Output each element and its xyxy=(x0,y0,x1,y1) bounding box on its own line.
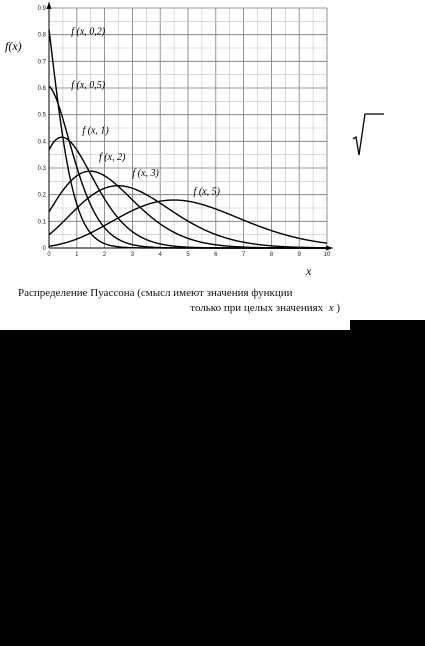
y-tick-label: 0.6 xyxy=(37,86,46,92)
caption-line-2-end: ) xyxy=(336,302,340,314)
x-tick-label: 1 xyxy=(75,252,79,258)
series-label: f (x, 3) xyxy=(132,168,159,179)
x-tick-label: 4 xyxy=(158,252,162,258)
x-tick-labels xyxy=(47,252,331,258)
y-axis-arrow xyxy=(47,2,52,9)
y-tick-label: 0.2 xyxy=(37,192,46,199)
y-tick-label: 0.3 xyxy=(37,166,46,172)
x-tick-label: 3 xyxy=(130,252,135,258)
x-tick-label: 2 xyxy=(102,252,107,258)
black-region xyxy=(73,330,411,646)
y-tick-label: 0.9 xyxy=(37,6,46,12)
x-tick-label: 10 xyxy=(323,252,331,258)
x-axis-label: x xyxy=(306,264,312,278)
x-tick-label: 5 xyxy=(186,252,190,258)
x-tick-label: 9 xyxy=(297,252,301,258)
y-tick-label: 0.7 xyxy=(37,59,46,66)
y-tick-labels xyxy=(38,6,47,252)
figure-caption xyxy=(18,286,340,316)
series-label: f (x, 0,5) xyxy=(71,80,106,91)
y-tick-label: 0 xyxy=(42,246,46,252)
caption-line-2-text: только при целых значениях xyxy=(190,302,324,314)
y-tick-label: 0.4 xyxy=(37,139,46,146)
poisson-chart xyxy=(0,0,350,285)
y-tick-label: 0.1 xyxy=(37,219,46,226)
caption-variable: x xyxy=(328,302,334,314)
caption-line-1: Распределение Пуассона (смысл имеют значения функции xyxy=(18,287,293,299)
x-tick-label: 0 xyxy=(47,252,51,258)
y-tick-label: 0.8 xyxy=(37,32,46,39)
y-axis-label: f(x) xyxy=(5,39,22,53)
series-label: f (x, 1) xyxy=(82,125,109,137)
square-root-sign xyxy=(352,112,386,162)
series-label: f (x, 5) xyxy=(193,186,220,198)
x-tick-label: 7 xyxy=(241,252,246,258)
series-label: f (x, 0,2) xyxy=(71,26,106,38)
y-tick-label: 0.5 xyxy=(37,112,46,119)
caption-line-2 xyxy=(18,301,340,316)
x-tick-label: 8 xyxy=(269,252,274,258)
series-label: f (x, 2) xyxy=(99,152,126,163)
x-tick-label: 6 xyxy=(214,252,218,258)
x-axis-arrow xyxy=(326,246,333,251)
